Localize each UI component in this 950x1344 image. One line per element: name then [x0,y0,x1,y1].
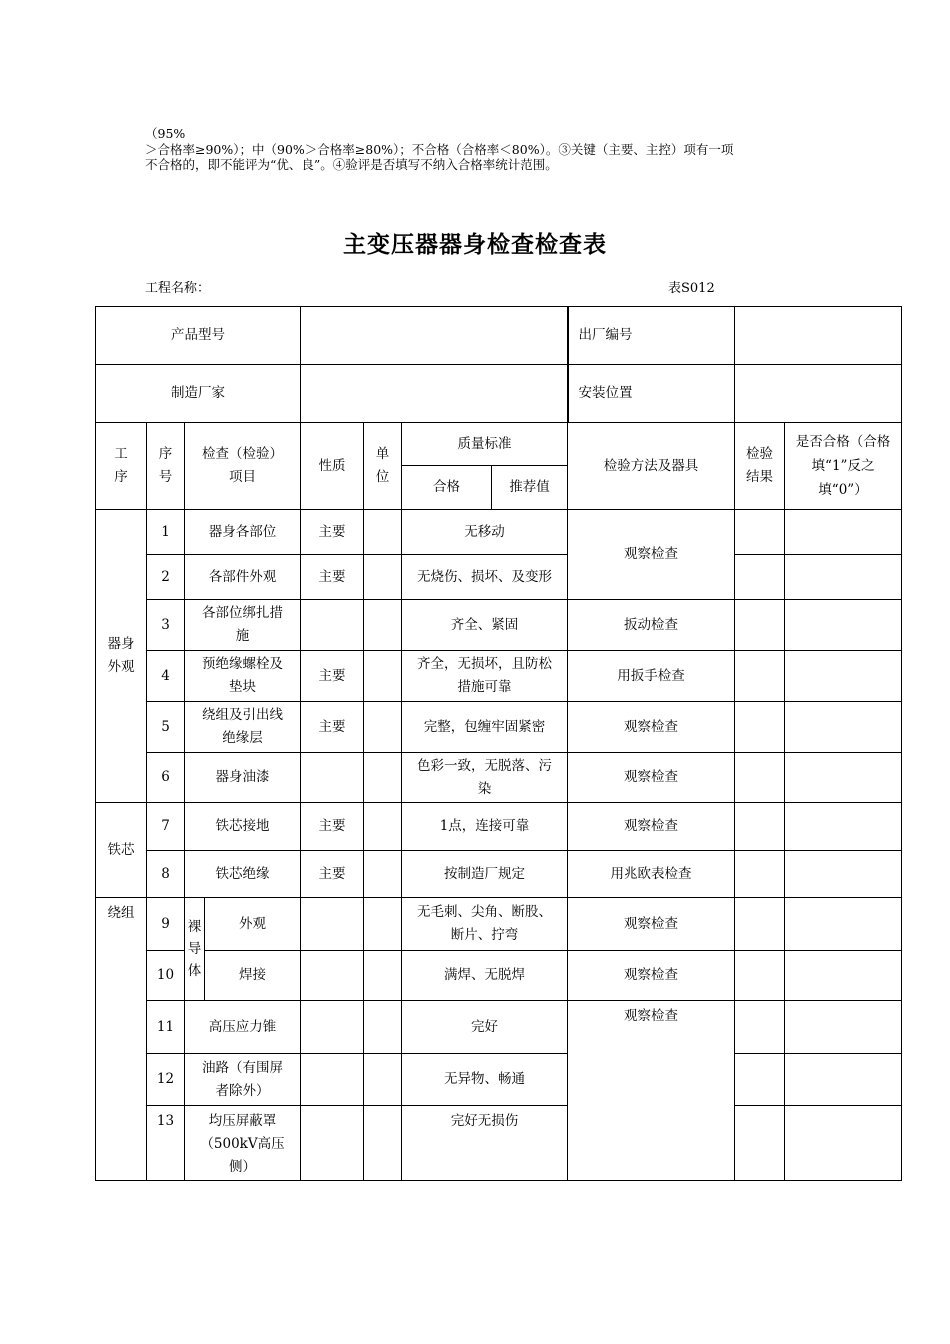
unit-cell [364,600,402,651]
standard-cell: 无毛刺、尖角、断股、断片、拧弯 [402,898,568,951]
group-body: 器身外观 [96,510,147,803]
standard-cell: 1点，连接可靠 [402,803,568,851]
intro-text [145,126,845,173]
header-row [96,423,902,466]
factory-no-label: 出厂编号 [568,307,735,365]
unit-cell [364,651,402,702]
pass-cell[interactable] [785,951,902,1001]
standard-cell: 无烧伤、损坏、及变形 [402,555,568,600]
header-result: 检验结果 [735,423,785,510]
method-cell: 观察检查 [568,803,735,851]
result-cell[interactable] [735,898,785,951]
item-cell: 各部位绑扎措施 [185,600,301,651]
pass-cell[interactable] [785,600,902,651]
result-cell[interactable] [735,651,785,702]
nature-cell [301,753,364,803]
group-bare-conductor: 裸导体 [185,898,205,1001]
unit-cell [364,555,402,600]
unit-cell [364,1001,402,1054]
unit-cell [364,1054,402,1106]
seq-cell: 10 [147,951,185,1001]
standard-cell: 完好 [402,1001,568,1054]
header-unit: 单位 [364,423,402,510]
intro-line: （95% [145,126,186,141]
seq-cell: 1 [147,510,185,555]
item-cell: 预绝缘螺栓及垫块 [185,651,301,702]
standard-cell: 齐全，无损坏，且防松措施可靠 [402,651,568,702]
method-cell: 观察检查 [568,510,735,600]
header-item: 检查（检验）项目 [185,423,301,510]
product-model-field[interactable] [301,307,568,365]
seq-cell: 9 [147,898,185,951]
method-cell: 扳动检查 [568,600,735,651]
intro-line: 不合格的，即不能评为“优、良”。④验评是否填写不纳入合格率统计范围。 [145,157,558,172]
project-name-label: 工程名称： [145,281,211,296]
table-row [96,753,902,803]
result-cell[interactable] [735,555,785,600]
document-title: 主变压器器身检查检查表 [343,231,607,258]
install-position-field[interactable] [735,365,902,423]
method-cell: 观察检查 [568,753,735,803]
pass-cell[interactable] [785,1106,902,1181]
item-cell: 器身各部位 [185,510,301,555]
manufacturer-field[interactable] [301,365,568,423]
item-cell: 外观 [205,898,301,951]
table-row [96,1001,902,1054]
inspection-table [95,306,902,1181]
standard-cell: 按制造厂规定 [402,851,568,898]
manufacturer-label: 制造厂家 [96,365,301,423]
table-row [96,898,902,951]
item-cell: 均压屏蔽罩（500kV高压侧） [185,1106,301,1181]
table-row [96,951,902,1001]
product-model-label: 产品型号 [96,307,301,365]
item-cell: 焊接 [205,951,301,1001]
result-cell[interactable] [735,851,785,898]
item-cell: 器身油漆 [185,753,301,803]
info-row [96,365,902,423]
result-cell[interactable] [735,753,785,803]
unit-cell [364,803,402,851]
seq-cell: 13 [147,1106,185,1181]
item-cell: 绕组及引出线绝缘层 [185,702,301,753]
header-qualified: 合格 [402,466,492,510]
item-cell: 铁芯绝缘 [185,851,301,898]
seq-cell: 8 [147,851,185,898]
result-cell[interactable] [735,1106,785,1181]
standard-cell: 齐全、紧固 [402,600,568,651]
unit-cell [364,851,402,898]
pass-cell[interactable] [785,803,902,851]
factory-no-field[interactable] [735,307,902,365]
unit-cell [364,510,402,555]
nature-cell [301,1001,364,1054]
nature-cell [301,600,364,651]
result-cell[interactable] [735,1054,785,1106]
seq-cell: 6 [147,753,185,803]
unit-cell [364,951,402,1001]
pass-cell[interactable] [785,651,902,702]
standard-cell: 完好无损伤 [402,1106,568,1181]
item-cell: 铁芯接地 [185,803,301,851]
standard-cell: 无异物、畅通 [402,1054,568,1106]
header-pass: 是否合格（合格填“1”反之填“0”） [785,423,902,510]
header-nature: 性质 [301,423,364,510]
result-cell[interactable] [735,702,785,753]
table-row [96,1054,902,1106]
pass-cell[interactable] [785,702,902,753]
nature-cell: 主要 [301,851,364,898]
nature-cell: 主要 [301,702,364,753]
method-cell: 观察检查 [568,951,735,1001]
result-cell[interactable] [735,803,785,851]
standard-cell: 满焊、无脱焊 [402,951,568,1001]
header-recommended: 推荐值 [492,466,568,510]
intro-line: ＞合格率≥90%）；中（90%＞合格率≥80%）；不合格（合格率＜80%）。③关键（主要、主控）项有一项 [145,141,734,157]
method-cell: 观察检查 [568,898,735,951]
unit-cell [364,1106,402,1181]
method-cell: 用兆欧表检查 [568,851,735,898]
standard-cell: 色彩一致，无脱落、污染 [402,753,568,803]
table-row [96,851,902,898]
result-cell[interactable] [735,600,785,651]
item-cell: 油路（有围屏者除外） [185,1054,301,1106]
method-cell: 用扳手检查 [568,651,735,702]
unit-cell [364,753,402,803]
standard-cell: 完整，包缠牢固紧密 [402,702,568,753]
table-row [96,803,902,851]
nature-cell [301,1106,364,1181]
result-cell[interactable] [735,1001,785,1054]
seq-cell: 7 [147,803,185,851]
method-cell: 观察检查 [568,1001,735,1181]
pass-cell[interactable] [785,555,902,600]
table-code: 表S012 [668,281,715,296]
header-method: 检验方法及器具 [568,423,735,510]
unit-cell [364,702,402,753]
seq-cell: 3 [147,600,185,651]
seq-cell: 5 [147,702,185,753]
group-core: 铁芯 [96,803,147,898]
seq-cell: 2 [147,555,185,600]
info-row [96,307,902,365]
table-row [96,651,902,702]
nature-cell [301,951,364,1001]
pass-cell[interactable] [785,1054,902,1106]
seq-cell: 4 [147,651,185,702]
nature-cell: 主要 [301,651,364,702]
table-row [96,702,902,753]
seq-cell: 11 [147,1001,185,1054]
pass-cell[interactable] [785,510,902,555]
table-row [96,555,902,600]
nature-cell: 主要 [301,510,364,555]
table-row [96,510,902,555]
header-standard: 质量标准 [402,423,568,466]
result-cell[interactable] [735,951,785,1001]
nature-cell [301,898,364,951]
item-cell: 各部件外观 [185,555,301,600]
nature-cell: 主要 [301,803,364,851]
standard-cell: 无移动 [402,510,568,555]
table-row [96,1106,902,1181]
pass-cell[interactable] [785,851,902,898]
pass-cell[interactable] [785,1001,902,1054]
header-seq: 序号 [147,423,185,510]
install-position-label: 安装位置 [568,365,735,423]
result-cell[interactable] [735,510,785,555]
table-row [96,600,902,651]
header-process: 工序 [96,423,147,510]
method-cell: 观察检查 [568,702,735,753]
pass-cell[interactable] [785,898,902,951]
nature-cell: 主要 [301,555,364,600]
seq-cell: 12 [147,1054,185,1106]
unit-cell [364,898,402,951]
pass-cell[interactable] [785,753,902,803]
nature-cell [301,1054,364,1106]
group-winding: 绕组 [96,898,147,1181]
item-cell: 高压应力锥 [185,1001,301,1054]
